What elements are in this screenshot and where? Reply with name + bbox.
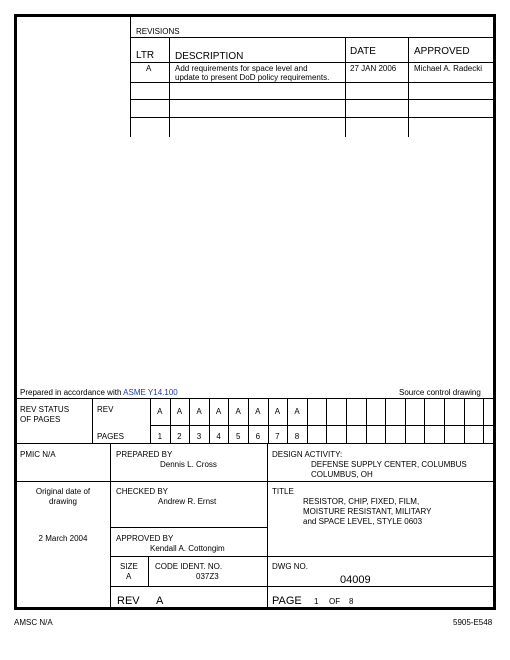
rev-grid-col-line [483, 398, 484, 443]
col-approved-header: APPROVED [414, 46, 470, 57]
rev-row-approved: Michael A. Radecki [414, 64, 483, 73]
rev-status-page-cell: 5 [235, 432, 241, 441]
dwg-no-label: DWG NO. [272, 562, 308, 571]
rev-grid-col-line [385, 398, 386, 443]
rev-grid-col-line [405, 398, 406, 443]
revisions-header: REVISIONS [136, 27, 180, 36]
rev-row-desc-line2: update to present DoD policy requirements. [175, 73, 330, 82]
title-line2: MOISTURE RESISTANT, MILITARY [303, 507, 432, 516]
rev-row-date: 27 JAN 2006 [350, 64, 397, 73]
rev-status-page-cell: 6 [255, 432, 261, 441]
size-value: A [126, 572, 132, 581]
checked-by-name: Andrew R. Ernst [158, 497, 217, 506]
rev-label: REV [97, 405, 114, 414]
prepared-note-prefix: Prepared in accordance with [20, 388, 124, 397]
original-date-value: 2 March 2004 [38, 534, 88, 543]
title-block-line [17, 481, 493, 482]
rev-status-page-cell: 4 [216, 432, 221, 441]
rev-status-rev-cell: A [176, 407, 183, 416]
design-activity-line1: DEFENSE SUPPLY CENTER, COLUMBUS [311, 460, 467, 469]
rev-col-line [169, 37, 170, 137]
rev-status-label-line2: OF PAGES [20, 415, 61, 424]
size-code-divider [148, 556, 149, 586]
title-block-line [110, 586, 493, 587]
code-ident-value: 037Z3 [196, 572, 219, 581]
original-date-label-line1: Original date of [35, 487, 91, 496]
rev-grid-col-line [464, 398, 465, 443]
pmic-label: PMIC N/A [20, 450, 56, 459]
rev-status-rev-cell: A [294, 407, 300, 416]
rev-status-page-cell: 2 [177, 432, 182, 441]
design-activity-label: DESIGN ACTIVITY: [272, 450, 343, 459]
rev-grid-col-line [326, 398, 327, 443]
rev-status-divider [92, 398, 93, 443]
page-label: PAGE [272, 595, 302, 607]
approved-by-label: APPROVED BY [116, 534, 174, 543]
prepared-by-name: Dennis L. Cross [160, 460, 217, 469]
rev-status-rev-cell: A [157, 407, 163, 416]
rev-status-page-cell: 3 [196, 432, 202, 441]
title-line1: RESISTOR, CHIP, FIXED, FILM, [303, 497, 420, 506]
rev-footer-label: REV [117, 595, 140, 607]
rev-row-desc-line1: Add requirements for space level and [175, 64, 308, 73]
col-date-header: DATE [350, 46, 376, 57]
title-block-line [110, 527, 267, 528]
rev-grid-col-line [307, 398, 308, 443]
code-ident-label: CODE IDENT. NO. [155, 562, 223, 571]
rev-grid-col-line [444, 398, 445, 443]
page-current: 1 [314, 597, 319, 606]
size-label: SIZE [120, 562, 138, 571]
rev-row-line [130, 37, 493, 38]
rev-footer-value: A [156, 595, 164, 607]
rev-status-top-line [17, 398, 493, 399]
rev-status-mid-line [150, 425, 493, 426]
prepared-note [20, 389, 178, 398]
rev-grid-col-line [346, 398, 347, 443]
original-date-label-line2: drawing [48, 497, 77, 506]
prepared-by-label: PREPARED BY [116, 450, 173, 459]
page-total: 8 [349, 597, 354, 606]
page-of: OF [329, 597, 341, 606]
rev-status-rev-cell: A [235, 407, 241, 416]
sheet-border [14, 14, 496, 610]
title-block-divider [267, 443, 268, 610]
rev-status-page-cell: 8 [294, 432, 300, 441]
title-line3: and SPACE LEVEL, STYLE 0603 [303, 517, 423, 526]
rev-block-left-line [130, 17, 131, 137]
asme-standard-link[interactable]: ASME Y14.100 [123, 388, 178, 397]
source-control-note: Source control drawing [399, 388, 481, 397]
col-ltr-header: LTR [136, 50, 155, 61]
rev-status-rev-cell: A [196, 407, 202, 416]
rev-grid-col-line [366, 398, 367, 443]
rev-status-rev-cell: A [215, 407, 222, 416]
pages-label: PAGES [97, 432, 124, 441]
rev-status-label-line1: REV STATUS [20, 405, 70, 414]
dwg-no-value: 04009 [340, 574, 371, 586]
rev-status-rev-cell: A [274, 407, 281, 416]
rev-grid-col-line [424, 398, 425, 443]
rev-row-line [130, 117, 493, 118]
checked-by-label: CHECKED BY [116, 487, 169, 496]
approved-by-name: Kendall A. Cottongim [150, 544, 225, 553]
rev-col-line [408, 37, 409, 137]
rev-row-line [130, 62, 493, 63]
rev-col-line [345, 37, 346, 137]
rev-row-line [130, 99, 493, 100]
col-description-header: DESCRIPTION [175, 51, 244, 62]
rev-status-bottom-line [17, 443, 493, 444]
rev-status-page-cell: 7 [275, 432, 280, 441]
footer-amsc: AMSC N/A [14, 618, 53, 627]
rev-status-rev-cell: A [255, 407, 261, 416]
title-label: TITLE [272, 487, 294, 496]
rev-status-page-cell: 1 [157, 432, 163, 441]
title-block-line [110, 556, 493, 557]
rev-row-ltr: A [146, 64, 152, 73]
design-activity-line2: COLUMBUS, OH [311, 470, 373, 479]
footer-fsc: 5905-E548 [453, 618, 493, 627]
